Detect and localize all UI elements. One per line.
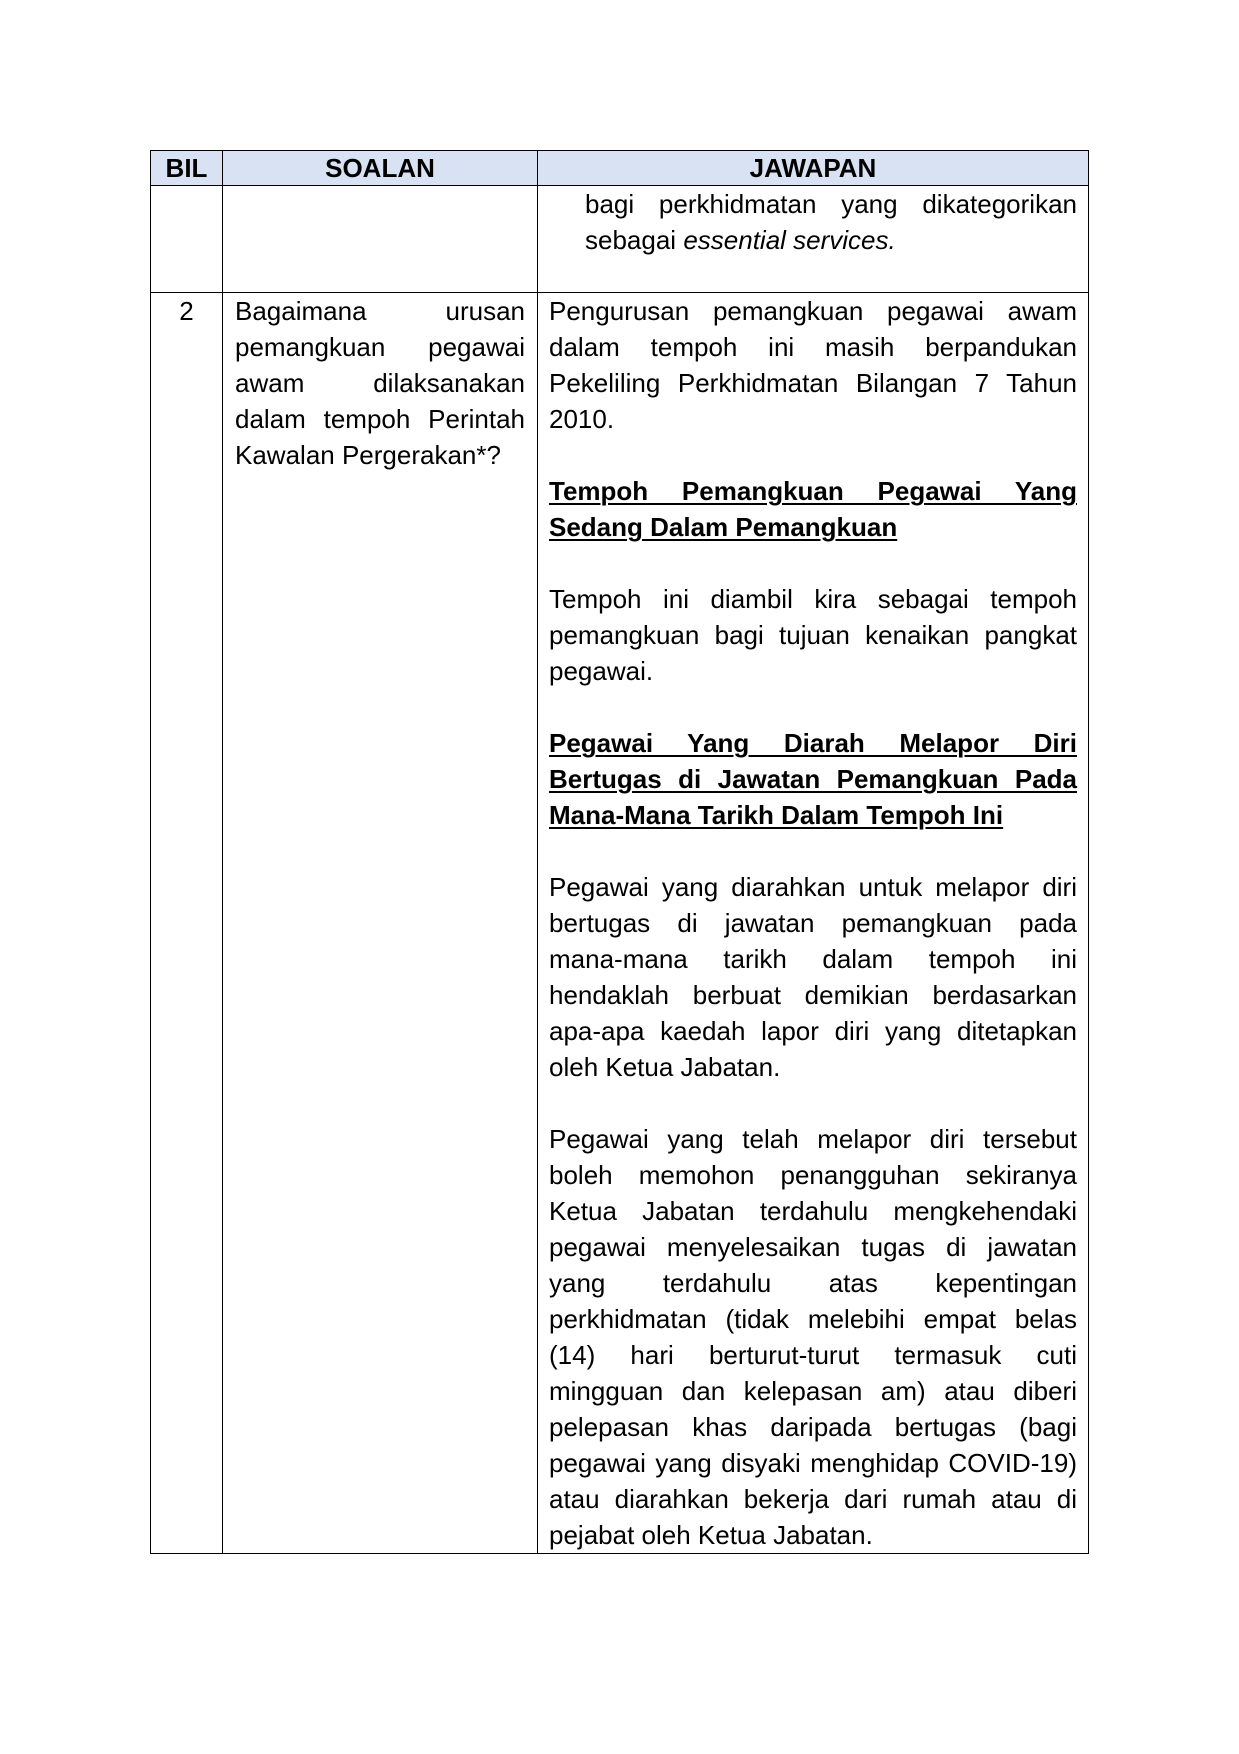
answer-intro: Pengurusan pemangkuan pegawai awam dalam tempoh ini masih berpandukan Pekeliling Perkhidmatan Bilangan 7 Tahun 2010.	[549, 296, 1077, 434]
section-body-1: Tempoh ini diambil kira sebagai tempoh pemangkuan bagi tujuan kenaikan pangkat pegawai.	[549, 584, 1077, 686]
header-jawapan: JAWAPAN	[538, 151, 1089, 186]
section-body-2a: Pegawai yang diarahkan untuk melapor diri bertugas di jawatan pemangkuan pada mana-mana tarikh dalam tempoh ini hendaklah berbuat demikian berdasarkan apa-apa kaedah lapor diri yang ditetapkan oleh Ketua Jabatan.	[549, 872, 1077, 1082]
paragraph-gap	[549, 437, 1077, 473]
answer-continuation	[585, 186, 1077, 258]
paragraph-gap	[549, 689, 1077, 725]
section-heading-2: Pegawai Yang Diarah Melapor Diri Bertugas di Jawatan Pemangkuan Pada Mana-Mana Tarikh Dalam Tempoh Ini	[549, 728, 1077, 830]
section-body-2b: Pegawai yang telah melapor diri tersebut boleh memohon penangguhan sekiranya Ketua Jabatan terdahulu mengkehendaki pegawai menyelesaikan tugas di jawatan yang terdahulu atas kepentingan perkhidmatan (tidak melebihi empat belas (14) hari berturut-turut termasuk cuti mingguan dan kelepasan am) atau diberi pelepasan khas daripada bertugas (bagi pegawai yang disyaki menghidap COVID-19) atau diarahkan bekerja dari rumah atau di pejabat oleh Ketua Jabatan.	[549, 1124, 1077, 1550]
faq-table	[150, 150, 1089, 1554]
question-text: Bagaimana urusan pemangkuan pegawai awam dilaksanakan dalam tempoh Perintah Kawalan Pergerakan*?	[235, 296, 525, 470]
soalan-cell	[223, 293, 538, 1554]
soalan-cell	[223, 186, 538, 293]
continuation-italic: essential services.	[683, 225, 896, 255]
jawapan-cell	[538, 186, 1089, 293]
paragraph-gap	[549, 833, 1077, 869]
header-soalan: SOALAN	[223, 151, 538, 186]
bil-cell	[151, 186, 223, 293]
table-row	[151, 293, 1089, 1554]
bil-cell: 2	[151, 293, 223, 1554]
section-heading-1: Tempoh Pemangkuan Pegawai Yang Sedang Dalam Pemangkuan	[549, 476, 1077, 542]
paragraph-gap	[549, 545, 1077, 581]
paragraph-gap	[549, 1085, 1077, 1121]
header-bil: BIL	[151, 151, 223, 186]
table-header-row	[151, 151, 1089, 186]
continuation-text: bagi perkhidmatan yang dikategorikan sebagai	[585, 189, 1077, 255]
jawapan-cell	[538, 293, 1089, 1554]
table-row	[151, 186, 1089, 293]
